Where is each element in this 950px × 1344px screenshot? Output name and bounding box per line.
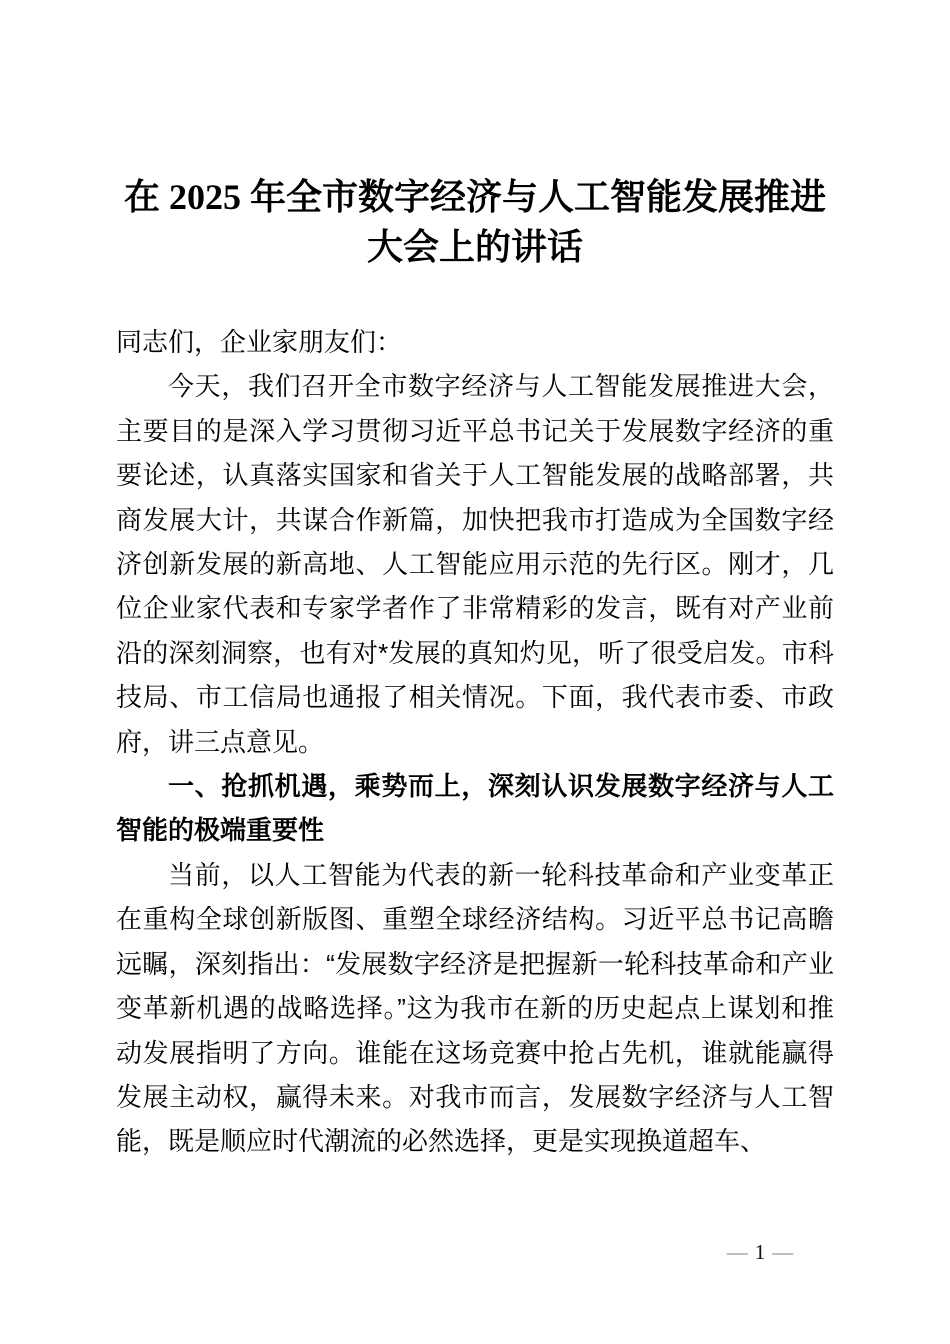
footer-dash-left: — xyxy=(726,1240,748,1264)
title-line-1: 在 2025 年全市数字经济与人工智能发展推进 xyxy=(123,177,826,217)
document-title xyxy=(116,172,834,272)
paragraph-section-1: 当前，以人工智能为代表的新一轮科技革命和产业变革正在重构全球创新版图、重塑全球经济结构。习近平总书记高瞻远瞩，深刻指出：“发展数字经济是把握新一轮科技革命和产业变革新机遇的战略选择。”这为我市在新的历史起点上谋划和推动发展指明了方向。谁能在这场竞赛中抢占先机，谁就能赢得发展主动权，赢得未来。对我市而言，发展数字经济与人工智能，既是顺应时代潮流的必然选择，更是实现换道超车、 xyxy=(116,859,834,1157)
footer-dash-right: — xyxy=(772,1240,794,1264)
title-line-2: 大会上的讲话 xyxy=(366,227,583,267)
document-body xyxy=(116,320,834,1164)
paragraph-opening: 今天，我们召开全市数字经济与人工智能发展推进大会，主要目的是深入学习贯彻习近平总书记关于发展数字经济的重要论述，认真落实国家和省关于人工智能发展的战略部署，共商发展大计，共谋合作新篇，加快把我市打造成为全国数字经济创新发展的新高地、人工智能应用示范的先行区。刚才，几位企业家代表和专家学者作了非常精彩的发言，既有对产业前沿的深刻洞察，也有对*发展的真知灼见，听了很受启发。市科技局、市工信局也通报了相关情况。下面，我代表市委、市政府，讲三点意见。 xyxy=(116,371,834,757)
salutation-line: 同志们，企业家朋友们： xyxy=(116,327,403,357)
page-footer xyxy=(703,1240,817,1264)
page-number: 1 xyxy=(754,1240,766,1264)
section-heading-1: 一、抢抓机遇，乘势而上，深刻认识发展数字经济与人工智能的极端重要性 xyxy=(116,771,834,846)
